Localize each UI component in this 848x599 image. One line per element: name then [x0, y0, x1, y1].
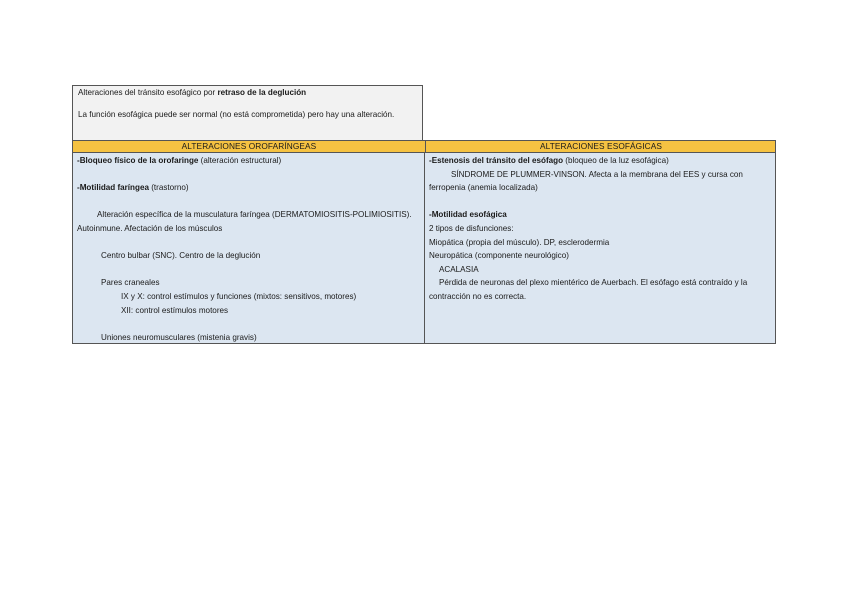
orofaringeas-cell	[73, 153, 425, 343]
perdida-line: Pérdida de neuronas del plexo mientérico de Auerbach. El esófago está contraído y la contracción no es correcta.	[429, 278, 748, 301]
acalasia-line: ACALASIA	[439, 264, 479, 274]
miopatica-line: Miopática (propia del músculo). DP, esclerodermia	[429, 237, 610, 247]
tipos-line: 2 tipos de disfunciones:	[429, 223, 514, 233]
intro-cell	[72, 85, 423, 140]
pares-ix-x-line: IX y X: control estímulos y funciones (mixtos: sensitivos, motores)	[121, 291, 357, 301]
content-row	[72, 153, 776, 344]
spreadsheet-table	[72, 85, 776, 344]
estenosis-line: -Estenosis del tránsito del esófago (bloqueo de la luz esofágica)	[429, 156, 669, 165]
intro-description: La función esofágica puede ser normal (no está comprometida) pero hay una alteración.	[78, 109, 395, 119]
pares-xii-line: XII: control estímulos motores	[121, 305, 229, 315]
motilidad-esofagica-line: -Motilidad esofágica	[429, 210, 507, 220]
bloqueo-line: -Bloqueo físico de la orofaringe (alteración estructural)	[77, 156, 282, 165]
header-esofagicas: ALTERACIONES ESOFÁGICAS	[539, 141, 663, 151]
motilidad-faringea-line: -Motilidad faríngea (trastorno)	[77, 183, 189, 193]
pares-craneales-line: Pares craneales	[101, 278, 160, 288]
alteracion-line: Alteración específica de la musculatura faríngea (DERMATOMIOSITIS-POLIMIOSITIS). Autoinmune. Afectación de los músculos	[77, 210, 412, 233]
intro-title-bold: retraso de la deglución	[217, 88, 307, 97]
esofagicas-cell	[425, 153, 775, 343]
uniones-line: Uniones neuromusculares (mistenia gravis)	[101, 332, 257, 342]
header-row	[72, 140, 776, 153]
plummer-line: SÍNDROME DE PLUMMER-VINSON. Afecta a la membrana del EES y cursa con ferropenia (anemia localizada)	[429, 169, 743, 193]
intro-title: Alteraciones del tránsito esofágico por retraso de la deglución	[78, 88, 307, 97]
centro-bulbar-line: Centro bulbar (SNC). Centro de la deglución	[101, 251, 261, 261]
neuropatica-line: Neuropática (componente neurológico)	[429, 251, 569, 261]
header-orofaringeas: ALTERACIONES OROFARÍNGEAS	[73, 141, 426, 152]
